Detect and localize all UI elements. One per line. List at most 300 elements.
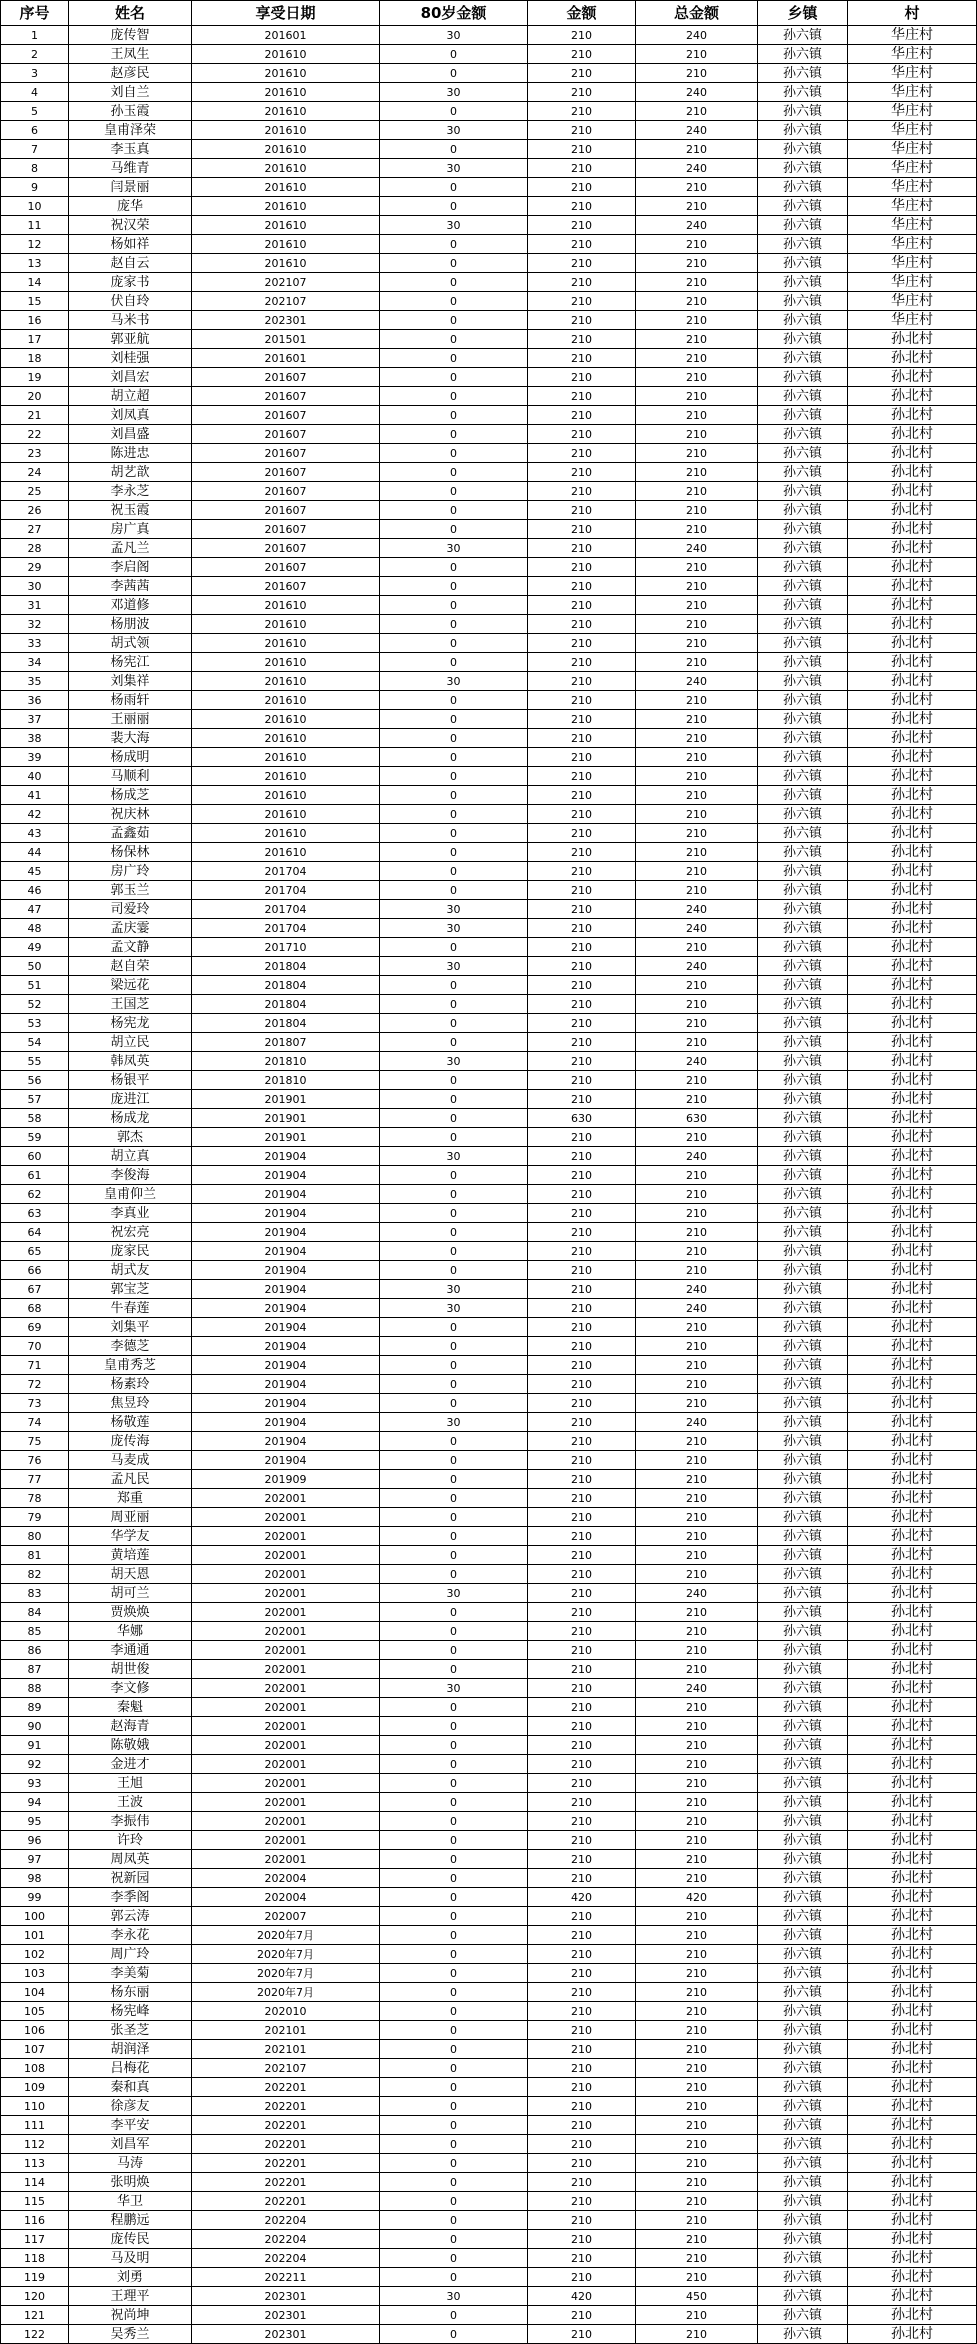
serial-cell: 81 [0, 1546, 69, 1565]
town-cell: 孙六镇 [758, 2154, 848, 2173]
age80-amount-cell: 0 [380, 653, 528, 672]
age80-amount-cell: 0 [380, 2211, 528, 2230]
village-cell: 孙北村 [848, 1299, 977, 1318]
serial-cell: 71 [0, 1356, 69, 1375]
total-amount-cell: 210 [636, 197, 758, 216]
town-cell: 孙六镇 [758, 539, 848, 558]
serial-cell: 110 [0, 2097, 69, 2116]
village-cell: 孙北村 [848, 1014, 977, 1033]
age80-amount-cell: 0 [380, 140, 528, 159]
total-amount-cell: 210 [636, 1204, 758, 1223]
village-cell: 孙北村 [848, 349, 977, 368]
town-cell: 孙六镇 [758, 1014, 848, 1033]
serial-cell: 41 [0, 786, 69, 805]
age80-amount-cell: 0 [380, 1755, 528, 1774]
age80-amount-cell: 0 [380, 2135, 528, 2154]
total-amount-cell: 210 [636, 1641, 758, 1660]
village-cell: 孙北村 [848, 1166, 977, 1185]
village-cell: 华庄村 [848, 292, 977, 311]
amount-cell: 210 [528, 900, 636, 919]
name-cell: 郭亚航 [69, 330, 192, 349]
town-cell: 孙六镇 [758, 1565, 848, 1584]
name-cell: 孟鑫茹 [69, 824, 192, 843]
village-cell: 孙北村 [848, 482, 977, 501]
serial-cell: 33 [0, 634, 69, 653]
date-cell: 201901 [192, 1090, 380, 1109]
age80-amount-cell: 0 [380, 1337, 528, 1356]
total-amount-cell: 210 [636, 1508, 758, 1527]
age80-amount-cell: 0 [380, 1660, 528, 1679]
town-cell: 孙六镇 [758, 843, 848, 862]
name-cell: 刘自兰 [69, 83, 192, 102]
total-amount-cell: 210 [636, 2116, 758, 2135]
date-cell: 201804 [192, 1014, 380, 1033]
serial-cell: 58 [0, 1109, 69, 1128]
total-amount-cell: 210 [636, 1755, 758, 1774]
age80-amount-cell: 0 [380, 2230, 528, 2249]
date-cell: 201501 [192, 330, 380, 349]
amount-cell: 210 [528, 1261, 636, 1280]
date-cell: 201704 [192, 881, 380, 900]
name-cell: 李文修 [69, 1679, 192, 1698]
village-cell: 孙北村 [848, 2230, 977, 2249]
name-cell: 伏自玲 [69, 292, 192, 311]
amount-cell: 210 [528, 2135, 636, 2154]
name-cell: 郑重 [69, 1489, 192, 1508]
serial-cell: 5 [0, 102, 69, 121]
town-cell: 孙六镇 [758, 64, 848, 83]
serial-cell: 3 [0, 64, 69, 83]
age80-amount-cell: 0 [380, 1907, 528, 1926]
age80-amount-cell: 0 [380, 2192, 528, 2211]
town-cell: 孙六镇 [758, 311, 848, 330]
date-cell: 201610 [192, 121, 380, 140]
serial-cell: 46 [0, 881, 69, 900]
total-amount-cell: 210 [636, 824, 758, 843]
date-cell: 202001 [192, 1584, 380, 1603]
amount-cell: 210 [528, 2249, 636, 2268]
name-cell: 皇甫泽荣 [69, 121, 192, 140]
serial-cell: 1 [0, 26, 69, 45]
date-cell: 201904 [192, 1242, 380, 1261]
age80-amount-cell: 0 [380, 1508, 528, 1527]
age80-amount-cell: 0 [380, 1071, 528, 1090]
name-cell: 陈进忠 [69, 444, 192, 463]
date-cell: 201610 [192, 653, 380, 672]
date-cell: 201607 [192, 539, 380, 558]
serial-cell: 45 [0, 862, 69, 881]
village-cell: 孙北村 [848, 444, 977, 463]
age80-amount-cell: 30 [380, 1147, 528, 1166]
amount-cell: 210 [528, 1812, 636, 1831]
town-cell: 孙六镇 [758, 1223, 848, 1242]
name-cell: 李永花 [69, 1926, 192, 1945]
amount-cell: 210 [528, 938, 636, 957]
town-cell: 孙六镇 [758, 1831, 848, 1850]
amount-cell: 210 [528, 235, 636, 254]
age80-amount-cell: 30 [380, 83, 528, 102]
date-cell: 201610 [192, 805, 380, 824]
total-amount-cell: 240 [636, 1280, 758, 1299]
header-village: 村 [848, 0, 977, 26]
town-cell: 孙六镇 [758, 2059, 848, 2078]
date-cell: 202001 [192, 1679, 380, 1698]
serial-cell: 4 [0, 83, 69, 102]
date-cell: 2020年7月 [192, 1926, 380, 1945]
serial-cell: 19 [0, 368, 69, 387]
town-cell: 孙六镇 [758, 1527, 848, 1546]
amount-cell: 210 [528, 824, 636, 843]
date-cell: 202201 [192, 2154, 380, 2173]
town-cell: 孙六镇 [758, 1090, 848, 1109]
total-amount-cell: 210 [636, 1356, 758, 1375]
total-amount-cell: 210 [636, 387, 758, 406]
total-amount-cell: 210 [636, 805, 758, 824]
total-amount-cell: 210 [636, 368, 758, 387]
date-cell: 201607 [192, 444, 380, 463]
town-cell: 孙六镇 [758, 748, 848, 767]
amount-cell: 210 [528, 615, 636, 634]
serial-cell: 31 [0, 596, 69, 615]
name-cell: 房广玲 [69, 862, 192, 881]
date-cell: 201610 [192, 216, 380, 235]
serial-cell: 27 [0, 520, 69, 539]
town-cell: 孙六镇 [758, 2002, 848, 2021]
name-cell: 孙玉霞 [69, 102, 192, 121]
serial-cell: 32 [0, 615, 69, 634]
date-cell: 202101 [192, 2040, 380, 2059]
age80-amount-cell: 0 [380, 2249, 528, 2268]
amount-cell: 210 [528, 1508, 636, 1527]
serial-cell: 78 [0, 1489, 69, 1508]
amount-cell: 210 [528, 729, 636, 748]
town-cell: 孙六镇 [758, 957, 848, 976]
amount-cell: 210 [528, 1451, 636, 1470]
village-cell: 孙北村 [848, 1755, 977, 1774]
date-cell: 202001 [192, 1603, 380, 1622]
name-cell: 王国芝 [69, 995, 192, 1014]
total-amount-cell: 210 [636, 1565, 758, 1584]
age80-amount-cell: 0 [380, 1489, 528, 1508]
amount-cell: 210 [528, 1679, 636, 1698]
name-cell: 杨宪龙 [69, 1014, 192, 1033]
village-cell: 孙北村 [848, 786, 977, 805]
town-cell: 孙六镇 [758, 1489, 848, 1508]
amount-cell: 210 [528, 1584, 636, 1603]
age80-amount-cell: 0 [380, 425, 528, 444]
amount-cell: 210 [528, 957, 636, 976]
date-cell: 201607 [192, 501, 380, 520]
village-cell: 孙北村 [848, 1945, 977, 1964]
town-cell: 孙六镇 [758, 1793, 848, 1812]
amount-cell: 210 [528, 1793, 636, 1812]
town-cell: 孙六镇 [758, 634, 848, 653]
date-cell: 202004 [192, 1869, 380, 1888]
serial-cell: 24 [0, 463, 69, 482]
total-amount-cell: 210 [636, 634, 758, 653]
name-cell: 张明焕 [69, 2173, 192, 2192]
serial-cell: 68 [0, 1299, 69, 1318]
total-amount-cell: 210 [636, 577, 758, 596]
town-cell: 孙六镇 [758, 1375, 848, 1394]
amount-cell: 210 [528, 976, 636, 995]
total-amount-cell: 210 [636, 786, 758, 805]
amount-cell: 210 [528, 539, 636, 558]
town-cell: 孙六镇 [758, 1052, 848, 1071]
village-cell: 孙北村 [848, 2306, 977, 2325]
village-cell: 孙北村 [848, 672, 977, 691]
age80-amount-cell: 0 [380, 1223, 528, 1242]
town-cell: 孙六镇 [758, 1508, 848, 1527]
serial-cell: 9 [0, 178, 69, 197]
village-cell: 孙北村 [848, 2116, 977, 2135]
serial-cell: 103 [0, 1964, 69, 1983]
total-amount-cell: 210 [636, 1831, 758, 1850]
date-cell: 201610 [192, 786, 380, 805]
total-amount-cell: 210 [636, 995, 758, 1014]
amount-cell: 210 [528, 558, 636, 577]
date-cell: 201607 [192, 387, 380, 406]
serial-cell: 38 [0, 729, 69, 748]
age80-amount-cell: 0 [380, 767, 528, 786]
age80-amount-cell: 0 [380, 254, 528, 273]
serial-cell: 55 [0, 1052, 69, 1071]
date-cell: 202107 [192, 2059, 380, 2078]
serial-cell: 77 [0, 1470, 69, 1489]
date-cell: 201610 [192, 197, 380, 216]
total-amount-cell: 210 [636, 1964, 758, 1983]
serial-cell: 98 [0, 1869, 69, 1888]
total-amount-cell: 210 [636, 2268, 758, 2287]
age80-amount-cell: 0 [380, 463, 528, 482]
date-cell: 202001 [192, 1546, 380, 1565]
village-cell: 华庄村 [848, 273, 977, 292]
village-cell: 孙北村 [848, 1470, 977, 1489]
village-cell: 孙北村 [848, 634, 977, 653]
date-cell: 201607 [192, 558, 380, 577]
serial-cell: 36 [0, 691, 69, 710]
amount-cell: 210 [528, 1128, 636, 1147]
total-amount-cell: 210 [636, 425, 758, 444]
name-cell: 祝汉荣 [69, 216, 192, 235]
village-cell: 孙北村 [848, 653, 977, 672]
age80-amount-cell: 0 [380, 45, 528, 64]
total-amount-cell: 450 [636, 2287, 758, 2306]
date-cell: 201904 [192, 1185, 380, 1204]
age80-amount-cell: 0 [380, 178, 528, 197]
name-cell: 李振伟 [69, 1812, 192, 1831]
age80-amount-cell: 0 [380, 2078, 528, 2097]
amount-cell: 210 [528, 1394, 636, 1413]
town-cell: 孙六镇 [758, 1679, 848, 1698]
name-cell: 庞家民 [69, 1242, 192, 1261]
age80-amount-cell: 0 [380, 615, 528, 634]
name-cell: 焦昱玲 [69, 1394, 192, 1413]
name-cell: 杨成芝 [69, 786, 192, 805]
age80-amount-cell: 0 [380, 558, 528, 577]
serial-cell: 37 [0, 710, 69, 729]
town-cell: 孙六镇 [758, 425, 848, 444]
town-cell: 孙六镇 [758, 368, 848, 387]
total-amount-cell: 210 [636, 1869, 758, 1888]
date-cell: 202201 [192, 2116, 380, 2135]
amount-cell: 210 [528, 2040, 636, 2059]
name-cell: 吴秀兰 [69, 2325, 192, 2344]
age80-amount-cell: 0 [380, 995, 528, 1014]
name-cell: 金进才 [69, 1755, 192, 1774]
date-cell: 201904 [192, 1432, 380, 1451]
serial-cell: 86 [0, 1641, 69, 1660]
amount-cell: 210 [528, 1907, 636, 1926]
serial-cell: 84 [0, 1603, 69, 1622]
name-cell: 马涛 [69, 2154, 192, 2173]
serial-cell: 119 [0, 2268, 69, 2287]
total-amount-cell: 240 [636, 957, 758, 976]
name-cell: 皇甫秀芝 [69, 1356, 192, 1375]
name-cell: 杨雨轩 [69, 691, 192, 710]
name-cell: 华卫 [69, 2192, 192, 2211]
date-cell: 201704 [192, 919, 380, 938]
date-cell: 201904 [192, 1223, 380, 1242]
age80-amount-cell: 0 [380, 1812, 528, 1831]
town-cell: 孙六镇 [758, 349, 848, 368]
serial-cell: 49 [0, 938, 69, 957]
town-cell: 孙六镇 [758, 273, 848, 292]
amount-cell: 210 [528, 710, 636, 729]
age80-amount-cell: 0 [380, 577, 528, 596]
village-cell: 孙北村 [848, 2268, 977, 2287]
town-cell: 孙六镇 [758, 121, 848, 140]
age80-amount-cell: 0 [380, 1736, 528, 1755]
age80-amount-cell: 0 [380, 1109, 528, 1128]
name-cell: 祝尚坤 [69, 2306, 192, 2325]
village-cell: 孙北村 [848, 596, 977, 615]
amount-cell: 210 [528, 653, 636, 672]
serial-cell: 35 [0, 672, 69, 691]
total-amount-cell: 210 [636, 520, 758, 539]
amount-cell: 210 [528, 273, 636, 292]
name-cell: 杨宪江 [69, 653, 192, 672]
serial-cell: 11 [0, 216, 69, 235]
amount-cell: 210 [528, 1774, 636, 1793]
name-cell: 胡艺歆 [69, 463, 192, 482]
town-cell: 孙六镇 [758, 1907, 848, 1926]
date-cell: 201810 [192, 1052, 380, 1071]
date-cell: 201610 [192, 178, 380, 197]
total-amount-cell: 210 [636, 710, 758, 729]
serial-cell: 34 [0, 653, 69, 672]
serial-cell: 2 [0, 45, 69, 64]
date-cell: 201607 [192, 482, 380, 501]
town-cell: 孙六镇 [758, 976, 848, 995]
amount-cell: 210 [528, 2192, 636, 2211]
serial-cell: 89 [0, 1698, 69, 1717]
amount-cell: 210 [528, 919, 636, 938]
town-cell: 孙六镇 [758, 1850, 848, 1869]
date-cell: 201804 [192, 976, 380, 995]
village-cell: 孙北村 [848, 463, 977, 482]
total-amount-cell: 210 [636, 691, 758, 710]
date-cell: 201704 [192, 862, 380, 881]
date-cell: 202201 [192, 2173, 380, 2192]
village-cell: 孙北村 [848, 957, 977, 976]
amount-cell: 210 [528, 520, 636, 539]
age80-amount-cell: 0 [380, 1964, 528, 1983]
town-cell: 孙六镇 [758, 558, 848, 577]
total-amount-cell: 210 [636, 64, 758, 83]
amount-cell: 210 [528, 1071, 636, 1090]
name-cell: 李茜茜 [69, 577, 192, 596]
village-cell: 孙北村 [848, 1698, 977, 1717]
age80-amount-cell: 30 [380, 2287, 528, 2306]
age80-amount-cell: 0 [380, 387, 528, 406]
serial-cell: 13 [0, 254, 69, 273]
village-cell: 孙北村 [848, 881, 977, 900]
serial-cell: 96 [0, 1831, 69, 1850]
town-cell: 孙六镇 [758, 159, 848, 178]
name-cell: 庞进江 [69, 1090, 192, 1109]
amount-cell: 210 [528, 1489, 636, 1508]
name-cell: 韩凤英 [69, 1052, 192, 1071]
village-cell: 华庄村 [848, 311, 977, 330]
village-cell: 孙北村 [848, 330, 977, 349]
total-amount-cell: 210 [636, 178, 758, 197]
total-amount-cell: 210 [636, 140, 758, 159]
age80-amount-cell: 0 [380, 1831, 528, 1850]
total-amount-cell: 210 [636, 102, 758, 121]
date-cell: 202204 [192, 2230, 380, 2249]
amount-cell: 210 [528, 2230, 636, 2249]
age80-amount-cell: 0 [380, 634, 528, 653]
date-cell: 201610 [192, 691, 380, 710]
age80-amount-cell: 0 [380, 197, 528, 216]
village-cell: 华庄村 [848, 197, 977, 216]
date-cell: 201610 [192, 235, 380, 254]
age80-amount-cell: 30 [380, 26, 528, 45]
village-cell: 孙北村 [848, 1717, 977, 1736]
age80-amount-cell: 0 [380, 1945, 528, 1964]
name-cell: 庞传海 [69, 1432, 192, 1451]
town-cell: 孙六镇 [758, 1204, 848, 1223]
name-cell: 杨保林 [69, 843, 192, 862]
age80-amount-cell: 0 [380, 2154, 528, 2173]
name-cell: 李德芝 [69, 1337, 192, 1356]
amount-cell: 210 [528, 1033, 636, 1052]
date-cell: 201904 [192, 1375, 380, 1394]
total-amount-cell: 210 [636, 1033, 758, 1052]
header-town: 乡镇 [758, 0, 848, 26]
age80-amount-cell: 0 [380, 406, 528, 425]
age80-amount-cell: 0 [380, 482, 528, 501]
date-cell: 202107 [192, 273, 380, 292]
name-cell: 祝新园 [69, 1869, 192, 1888]
age80-amount-cell: 0 [380, 2173, 528, 2192]
town-cell: 孙六镇 [758, 1698, 848, 1717]
serial-cell: 107 [0, 2040, 69, 2059]
total-amount-cell: 240 [636, 216, 758, 235]
amount-cell: 210 [528, 197, 636, 216]
age80-amount-cell: 0 [380, 1090, 528, 1109]
date-cell: 2020年7月 [192, 1964, 380, 1983]
total-amount-cell: 210 [636, 1850, 758, 1869]
town-cell: 孙六镇 [758, 292, 848, 311]
total-amount-cell: 210 [636, 235, 758, 254]
serial-cell: 80 [0, 1527, 69, 1546]
town-cell: 孙六镇 [758, 710, 848, 729]
town-cell: 孙六镇 [758, 1394, 848, 1413]
town-cell: 孙六镇 [758, 1774, 848, 1793]
name-cell: 吕梅花 [69, 2059, 192, 2078]
